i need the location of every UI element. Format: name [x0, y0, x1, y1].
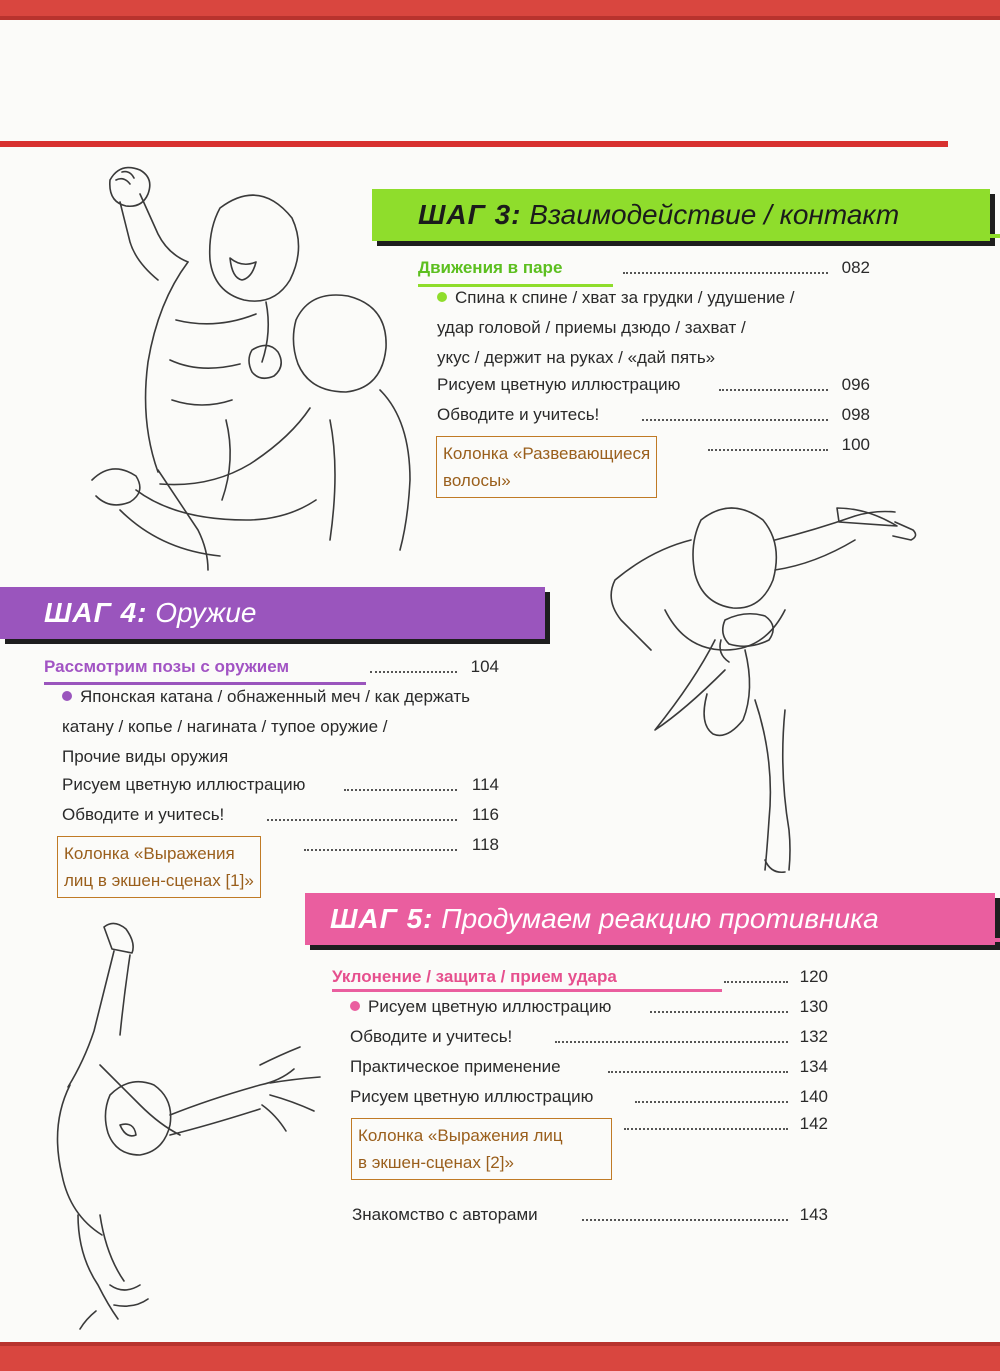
toc-subitems-line: [62, 742, 228, 772]
step-3-tick: [975, 234, 1000, 238]
entry-label: [350, 992, 611, 1022]
toc-entry[interactable]: [350, 1052, 828, 1082]
leader-dots: [650, 1011, 788, 1013]
step-4-banner: [0, 587, 545, 639]
column-line: Колонка «Выражения: [64, 844, 235, 863]
column-box[interactable]: [57, 836, 261, 898]
illustration-grappling-figures: [80, 150, 420, 580]
entry-label: Знакомство с авторами: [352, 1205, 538, 1224]
step-3-banner: [372, 189, 990, 241]
column-line: Колонка «Развевающиеся: [443, 444, 651, 463]
page-number: 120: [799, 967, 828, 986]
subitem-text: Японская катана / обнаженный меч / как держать: [80, 687, 471, 706]
bottom-border-shade: [0, 1342, 1000, 1346]
page-number: 100: [841, 435, 870, 454]
leader-dots: [555, 1041, 788, 1043]
page-number: 114: [471, 775, 499, 794]
step-4-title: Оружие: [155, 597, 257, 628]
page-number: 143: [799, 1205, 828, 1224]
page-number: 116: [471, 805, 499, 824]
toc-entry[interactable]: [62, 800, 499, 830]
toc-entry-pair-movements[interactable]: [418, 253, 870, 283]
subitem-text: Рисуем цветную иллюстрацию: [368, 997, 612, 1016]
leader-dots: [708, 449, 828, 451]
entry-label: Обводите и учитесь!: [350, 1027, 513, 1046]
subitem-text: катану / копье / нагината / тупое оружие /: [62, 717, 388, 736]
toc-entry[interactable]: [62, 770, 499, 800]
step-5-banner: [305, 893, 995, 945]
leader-dots: [344, 789, 457, 791]
page-number: 082: [841, 258, 870, 277]
top-border-band: [0, 0, 1000, 16]
leader-dots: [635, 1101, 788, 1103]
column-line: лиц в экшен-сценах [1]»: [64, 871, 254, 890]
toc-subitems-line: [437, 343, 715, 373]
subitem-text: Спина к спине / хват за грудки / удушение /: [455, 288, 795, 307]
page-number: 096: [841, 375, 870, 394]
entry-label: Обводите и учитесь!: [437, 405, 600, 424]
leader-dots: [304, 849, 457, 851]
bullet-icon: [437, 292, 447, 302]
section-title: Рассмотрим позы с оружием: [44, 657, 290, 676]
column-line: в экшен-сценах [2]»: [358, 1153, 514, 1172]
leader-dots: [719, 389, 828, 391]
page-number: 132: [799, 1027, 828, 1046]
toc-subitems-line: [62, 682, 470, 712]
bullet-icon: [350, 1001, 360, 1011]
top-border-shade: [0, 16, 1000, 20]
column-line: Колонка «Выражения лиц: [358, 1126, 563, 1145]
step-4-number: ШАГ 4:: [44, 597, 148, 628]
entry-label: Рисуем цветную иллюстрацию: [62, 775, 306, 794]
step-3-title: Взаимодействие / контакт: [529, 199, 900, 230]
entry-label: Практическое применение: [350, 1057, 561, 1076]
column-line: волосы»: [443, 471, 511, 490]
leader-dots: [582, 1219, 788, 1221]
step-5-title: Продумаем реакцию противника: [441, 903, 879, 934]
toc-entry-dodge-defense[interactable]: [332, 962, 828, 992]
header-rule: [0, 141, 948, 147]
page-number: 098: [841, 405, 870, 424]
toc-entry-weapon-poses[interactable]: [44, 652, 499, 682]
step-3-number: ШАГ 3:: [418, 199, 522, 230]
toc-entry[interactable]: [350, 992, 828, 1022]
section-title: Уклонение / защита / прием удара: [332, 967, 617, 986]
page-number: 104: [470, 657, 499, 676]
bottom-border-band: [0, 1342, 1000, 1371]
entry-label: Обводите и учитесь!: [62, 805, 225, 824]
page-number: 118: [471, 835, 499, 854]
leader-dots: [370, 671, 457, 673]
leader-dots: [724, 981, 788, 983]
toc-entry[interactable]: [350, 1082, 828, 1112]
page-number: 142: [799, 1114, 828, 1133]
toc-entry[interactable]: [350, 1022, 828, 1052]
subitem-text: Прочие виды оружия: [62, 747, 229, 766]
toc-entry[interactable]: [437, 370, 870, 400]
leader-dots: [624, 1128, 788, 1130]
subitem-text: укус / держит на руках / «дай пять»: [437, 348, 716, 367]
column-page-entry: [706, 430, 870, 460]
toc-subitems-line: [62, 712, 388, 742]
leader-dots: [608, 1071, 788, 1073]
column-box[interactable]: [351, 1118, 612, 1180]
column-page-entry: [302, 830, 499, 860]
entry-label: Рисуем цветную иллюстрацию: [350, 1087, 594, 1106]
bullet-icon: [62, 691, 72, 701]
illustration-falling-figure: [30, 915, 330, 1335]
leader-dots: [267, 819, 457, 821]
column-box[interactable]: [436, 436, 657, 498]
leader-dots: [623, 272, 828, 274]
toc-subitems-line: [437, 313, 746, 343]
page-number: 140: [799, 1087, 828, 1106]
toc-subitems-line: [437, 283, 794, 313]
step-5-tick: [975, 938, 1000, 942]
subitem-text: удар головой / приемы дзюдо / захват /: [437, 318, 746, 337]
leader-dots: [642, 419, 828, 421]
step-5-number: ШАГ 5:: [330, 903, 434, 934]
page-number: 134: [799, 1057, 828, 1076]
entry-label: Рисуем цветную иллюстрацию: [437, 375, 681, 394]
toc-entry[interactable]: [437, 400, 870, 430]
toc-entry-authors[interactable]: [352, 1200, 828, 1230]
page-number: 130: [799, 997, 828, 1016]
illustration-knife-figure: [605, 500, 935, 885]
section-title: Движения в паре: [418, 258, 563, 277]
column-page-entry: [622, 1109, 828, 1139]
